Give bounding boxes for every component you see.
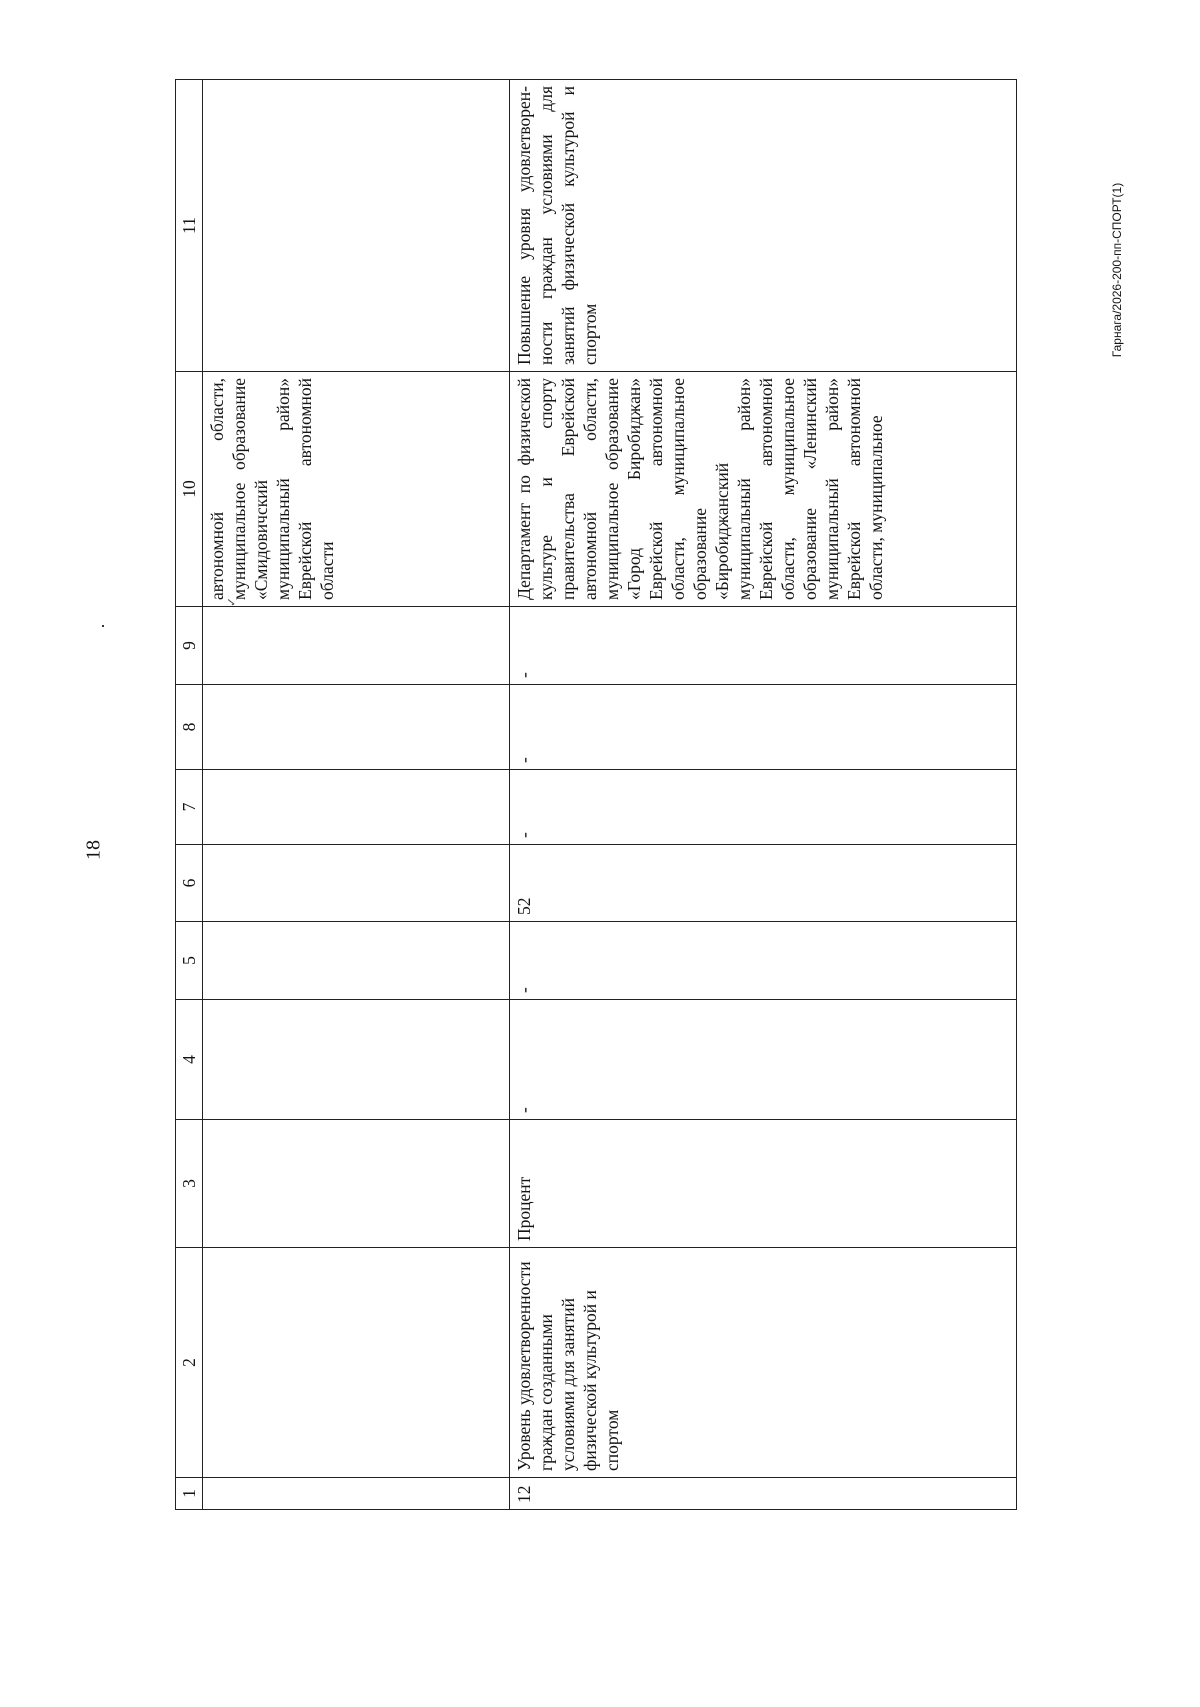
cell-col4 — [203, 1000, 510, 1120]
scan-speck — [102, 625, 104, 627]
cell-col8 — [203, 685, 510, 770]
header-cell: 4 — [176, 1000, 203, 1120]
cell-number: 12 — [510, 1478, 1017, 1510]
document-reference-text: Гарнага/2026-200-пп-СПОРТ(1) — [1110, 182, 1124, 358]
header-cell: 10 — [176, 372, 203, 607]
cell-result: Повышение уровня удовлетворен-ности граждан условиями для занятий физической культурой и спортом — [510, 80, 1017, 372]
header-cell: 9 — [176, 607, 203, 685]
cell-unit — [203, 1120, 510, 1248]
cell-col9 — [203, 607, 510, 685]
cell-col6 — [203, 845, 510, 922]
cell-col4: - — [510, 1000, 1017, 1120]
cell-col8: - — [510, 685, 1017, 770]
cell-col7 — [203, 770, 510, 845]
header-cell: 2 — [176, 1248, 203, 1478]
cell-number — [203, 1478, 510, 1510]
cell-indicator — [203, 1248, 510, 1478]
indicators-table — [175, 79, 1017, 1510]
header-cell: 3 — [176, 1120, 203, 1248]
table-row-12 — [510, 80, 1017, 1510]
cell-col9: - — [510, 607, 1017, 685]
header-cell: 5 — [176, 922, 203, 1000]
page-number-text: 18 — [82, 840, 105, 860]
cell-col5 — [203, 922, 510, 1000]
header-cell: 1 — [176, 1478, 203, 1510]
cell-result — [203, 80, 510, 372]
header-cell: 8 — [176, 685, 203, 770]
cell-col6: 52 — [510, 845, 1017, 922]
cell-col7: - — [510, 770, 1017, 845]
cell-responsible: Департамент по физической культуре и спорту правительства Еврейской автономной области, муниципальное образование «Город Биробиджан» Еврейской автономной области, муниципальное образование «Биробиджанский муниципальный район» Еврейской автономной области, муниципальное образование «Ленинский муниципальный район» Еврейской автономной области, муниципальное — [510, 372, 1017, 607]
cell-indicator: Уровень удовлетворенности граждан созданными условиями для занятий физической культурой и спортом — [510, 1248, 1017, 1478]
header-row — [176, 80, 203, 1510]
table-row-continued — [203, 80, 510, 1510]
header-cell: 6 — [176, 845, 203, 922]
header-cell: 11 — [176, 80, 203, 372]
header-cell: 7 — [176, 770, 203, 845]
cell-col5: - — [510, 922, 1017, 1000]
cell-unit: Процент — [510, 1120, 1017, 1248]
cell-responsible: автономной области, муниципальное образование «Смидовичский муниципальный район» Еврейской автономной области — [203, 372, 510, 607]
rotated-table-wrapper — [175, 80, 1045, 1510]
